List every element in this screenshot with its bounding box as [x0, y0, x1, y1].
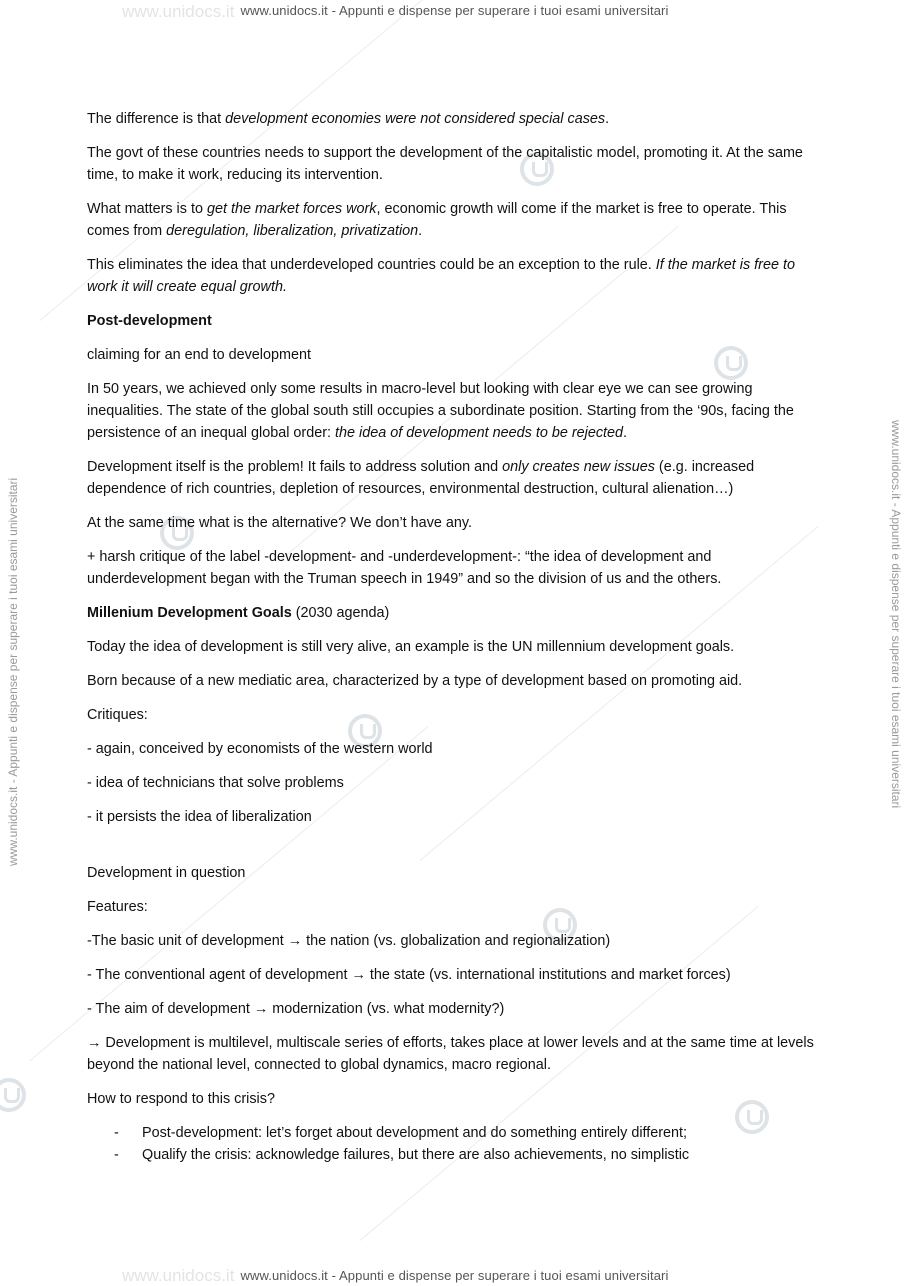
watermark-ghost-bottom: www.unidocs.it: [122, 1266, 235, 1285]
bullet-list: [87, 1122, 822, 1166]
paragraph: Critiques:: [87, 707, 148, 723]
watermark-footer: www.unidocs.it - Appunti e dispense per superare i tuoi esami universitari: [240, 1268, 669, 1283]
list-line: - it persists the idea of liberalization: [87, 809, 312, 825]
paragraph: Born because of a new mediatic area, characterized by a type of development based on promoting aid.: [87, 673, 743, 689]
paragraph: + harsh critique of the label -development- and -underdevelopment-: “the idea of development and underdevelopment began with the Truman speech in 1949” and so the division of us and the others.: [87, 549, 722, 587]
paragraph: → Development is multilevel, multiscale series of efforts, takes place at lower levels and at the same time at levels beyond the national level, connected to global dynamics, macro regional.: [87, 1035, 814, 1073]
list-item: - Qualify the crisis: acknowledge failures, but there are also achievements, no simplistic: [114, 1147, 690, 1163]
watermark-side-right: www.unidocs.it - Appunti e dispense per superare i tuoi esami universitari: [889, 420, 903, 809]
paragraph: claiming for an end to development: [87, 347, 311, 363]
section-heading-development-in-question: Development in question: [87, 865, 246, 881]
list-item: - Post-development: let’s forget about development and do something entirely different;: [114, 1125, 688, 1141]
watermark-side-left: www.unidocs.it - Appunti e dispense per superare i tuoi esami universitari: [6, 477, 20, 866]
paragraph: Development itself is the problem! It fails to address solution and only creates new issues (e.g. increased dependence of rich countries, depletion of resources, environmental destruction, cultural alienation…): [87, 459, 755, 497]
section-heading-post-development: Post-development: [87, 313, 212, 329]
paragraph: Today the idea of development is still very alive, an example is the UN millennium development goals.: [87, 639, 735, 655]
watermark-ghost-top: www.unidocs.it: [122, 2, 235, 21]
paragraph: The difference is that development economies were not considered special cases.: [87, 111, 610, 127]
paragraph: What matters is to get the market forces work, economic growth will come if the market is free to operate. This comes from deregulation, liberalization, privatization.: [87, 201, 787, 239]
paragraph: The govt of these countries needs to support the development of the capitalistic model, promoting it. At the same time, to make it work, reducing its intervention.: [87, 145, 803, 183]
paragraph: How to respond to this crisis?: [87, 1091, 275, 1107]
section-heading-mdg: Millenium Development Goals (2030 agenda): [87, 605, 390, 621]
paragraph: Features:: [87, 899, 148, 915]
watermark-header: www.unidocs.it - Appunti e dispense per superare i tuoi esami universitari: [240, 3, 669, 18]
document-body: [87, 108, 822, 1166]
feature-line: - The conventional agent of development → the state (vs. international institutions and market forces): [87, 967, 731, 983]
paragraph: At the same time what is the alternative? We don’t have any.: [87, 515, 473, 531]
feature-line: - The aim of development → modernization (vs. what modernity?): [87, 1001, 505, 1017]
list-line: - again, conceived by economists of the western world: [87, 741, 433, 757]
blank-line: [87, 840, 822, 862]
paragraph: In 50 years, we achieved only some results in macro-level but looking with clear eye we can see growing inequalities. The state of the global south still occupies a subordinate position. Starting from the ‘90s, facing the persistence of an inequal global order: the idea of development needs to be rejected.: [87, 381, 794, 441]
paragraph: This eliminates the idea that underdeveloped countries could be an exception to the rule. If the market is free to work it will create equal growth.: [87, 257, 795, 295]
watermark-logo-icon: [0, 1078, 26, 1112]
list-line: - idea of technicians that solve problems: [87, 775, 344, 791]
feature-line: -The basic unit of development → the nation (vs. globalization and regionalization): [87, 933, 611, 949]
